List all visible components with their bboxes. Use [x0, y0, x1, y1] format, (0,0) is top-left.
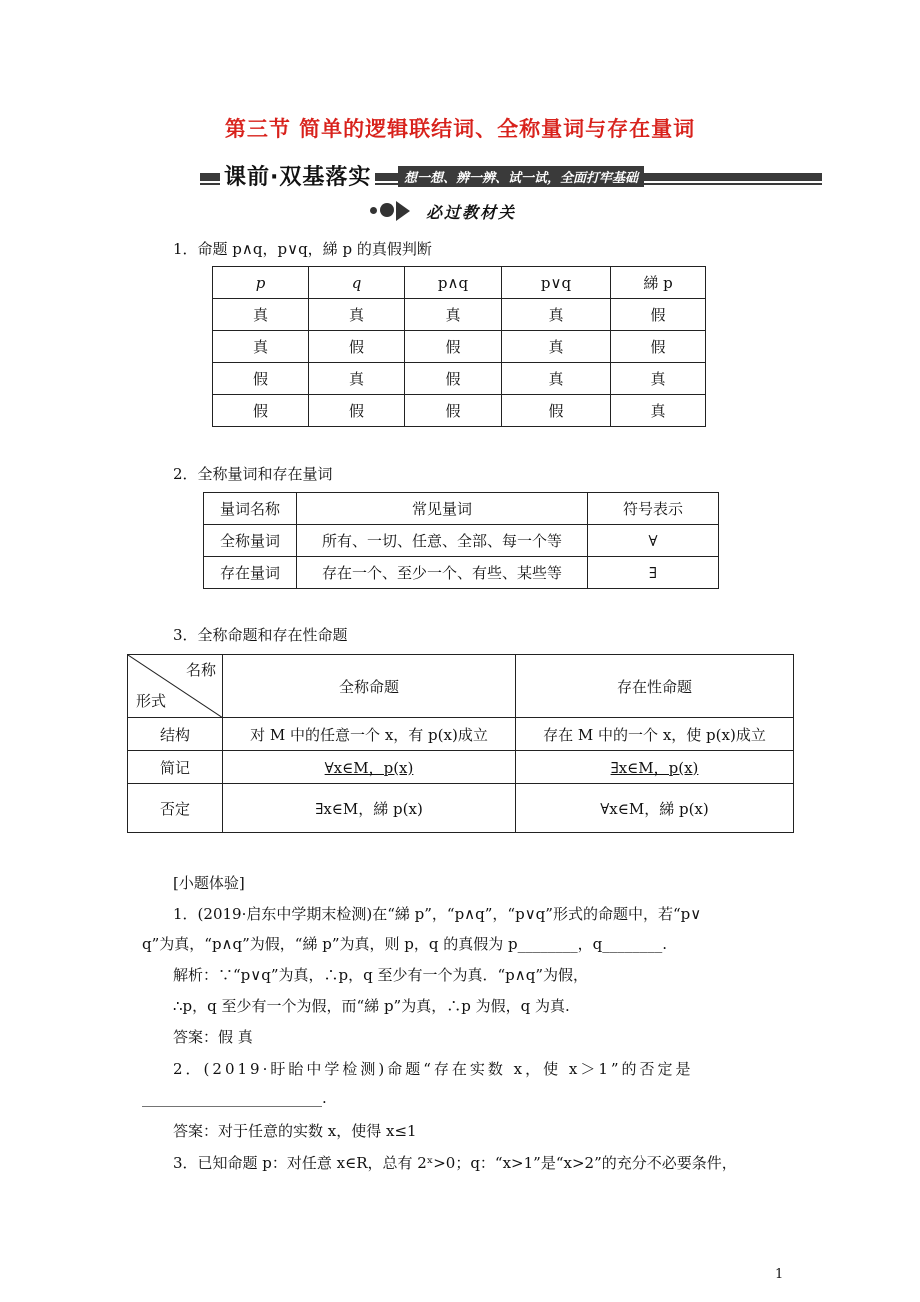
quantifier-table	[203, 492, 719, 589]
item-3-heading: 3．全称命题和存在性命题	[173, 626, 348, 644]
table-cell: ∀x∈M，綈 p(x)	[600, 799, 709, 818]
table-cell: 真	[502, 331, 611, 363]
table-cell: 真	[213, 299, 309, 331]
corner-bottom-label: 形式	[136, 692, 167, 710]
table-row	[128, 751, 794, 784]
table-cell: 简记	[128, 751, 223, 784]
table-row	[213, 395, 706, 427]
table-cell: 假	[405, 395, 502, 427]
question-1-analysis-1: 解析：∵“p∨q”为真，∴p，q 至少有一个为真．“p∧q”为假，	[173, 966, 589, 984]
item-2-heading: 2．全称量词和存在量词	[173, 465, 333, 483]
table-row	[213, 267, 706, 299]
table-cell: ∀x∈M，p(x)	[324, 758, 414, 777]
table-header-cell: p	[255, 273, 266, 292]
banner-sub-text: 想一想、辨一辨、试一试，全面打牢基础	[398, 166, 644, 187]
table-row	[204, 525, 719, 557]
small-dot-icon	[370, 207, 377, 214]
table-cell: 结构	[128, 718, 223, 751]
question-2-line-2: ________________________.	[142, 1089, 327, 1107]
table-cell: 真	[309, 363, 405, 395]
question-2-line-1: 2．(2019·盱眙中学检测)命题“存在实数 x，使 x＞1”的否定是	[173, 1060, 694, 1078]
question-1-line-1: 1．(2019·启东中学期末检测)在“綈 p”，“p∧q”，“p∨q”形式的命题中，若“p∨	[173, 905, 702, 923]
table-cell: 全称量词	[204, 525, 297, 557]
table-cell: 真	[502, 299, 611, 331]
truth-table	[212, 266, 706, 427]
table-cell: 对 M 中的任意一个 x，有 p(x)成立	[223, 718, 516, 751]
table-cell: 所有、一切、任意、全部、每一个等	[297, 525, 588, 557]
table-cell: 真	[405, 299, 502, 331]
table-row	[128, 718, 794, 751]
table-cell: 假	[309, 395, 405, 427]
table-header-cell: p∨q	[540, 273, 572, 292]
page-number: 1	[775, 1267, 784, 1282]
table-cell: 真	[213, 331, 309, 363]
question-1-analysis-2: ∴p，q 至少有一个为假，而“綈 p”为真，∴p 为假，q 为真.	[173, 997, 570, 1015]
table-cell: 假	[405, 363, 502, 395]
table-cell: 真	[611, 395, 706, 427]
table-header-cell: q	[351, 273, 362, 292]
corner-top-label: 名称	[185, 661, 216, 679]
table-cell: 假	[611, 299, 706, 331]
banner-main-text: 课前·双基落实	[220, 160, 375, 191]
table-cell: 假	[405, 331, 502, 363]
table-header-cell: 全称命题	[223, 655, 516, 718]
table-cell: ∃	[588, 557, 719, 589]
table-cell: 假	[309, 331, 405, 363]
table-row	[204, 493, 719, 525]
question-1-answer: 答案：假 真	[173, 1028, 253, 1046]
table-cell: ∃x∈M，p(x)	[610, 758, 699, 777]
table-cell: 存在量词	[204, 557, 297, 589]
table-row	[204, 557, 719, 589]
table-row	[213, 299, 706, 331]
table-cell: 假	[213, 363, 309, 395]
table-cell: 存在一个、至少一个、有些、某些等	[297, 557, 588, 589]
subsection-label: 必过教材关	[426, 203, 517, 222]
table-header-cell: 綈 p	[643, 274, 673, 292]
table-cell: 假	[502, 395, 611, 427]
arrow-icon	[396, 201, 410, 221]
table-header-cell: 常见量词	[297, 493, 588, 525]
table-cell: ∀	[588, 525, 719, 557]
section-banner	[200, 162, 822, 188]
table-header-cell: 量词名称	[204, 493, 297, 525]
table-cell: 存在 M 中的一个 x，使 p(x)成立	[516, 718, 794, 751]
table-row	[128, 655, 794, 718]
practice-label: [小题体验]	[173, 874, 245, 892]
table-cell: ∃x∈M，綈 p(x)	[315, 799, 423, 818]
table-row	[213, 331, 706, 363]
proposition-table	[127, 654, 794, 833]
table-header-cell: 符号表示	[588, 493, 719, 525]
table-row	[128, 784, 794, 833]
question-1-line-2: q”为真，“p∧q”为假，“綈 p”为真，则 p，q 的真假为 p________，q________.	[142, 935, 667, 953]
table-cell: 真	[502, 363, 611, 395]
page-title: 第三节 简单的逻辑联结词、全称量词与存在量词	[224, 117, 696, 141]
table-cell: 假	[213, 395, 309, 427]
corner-cell	[128, 655, 223, 718]
table-header-cell: 存在性命题	[516, 655, 794, 718]
table-header-cell: p∧q	[437, 273, 469, 292]
table-cell: 真	[309, 299, 405, 331]
table-cell: 否定	[128, 784, 223, 833]
large-dot-icon	[380, 203, 394, 217]
question-3-line-1: 3．已知命题 p：对任意 x∈R，总有 2ˣ>0；q：“x>1”是“x>2”的充分不必要条件，	[173, 1154, 737, 1172]
table-cell: 真	[611, 363, 706, 395]
table-row	[213, 363, 706, 395]
question-2-answer: 答案：对于任意的实数 x，使得 x≤1	[173, 1122, 417, 1140]
table-cell: 假	[611, 331, 706, 363]
item-1-heading: 1．命题 p∧q，p∨q，綈 p 的真假判断	[173, 240, 432, 258]
